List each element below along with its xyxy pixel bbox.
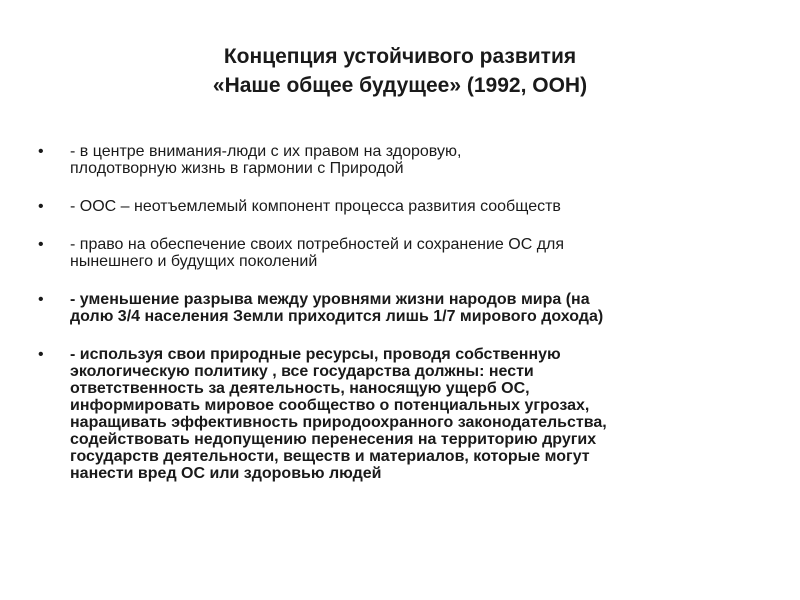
- bullet-item-4: [38, 291, 763, 325]
- bullet-item-1: [38, 143, 763, 177]
- slide-title-line-2: «Наше общее будущее» (1992, ООН): [212, 74, 588, 97]
- slide-title: [60, 42, 740, 100]
- bullet-text-4: - уменьшение разрыва между уровнями жизни народов мира (на долю 3/4 населения Земли приходится лишь 1/7 мирового дохода): [70, 291, 604, 325]
- bullet-item-3: [38, 236, 763, 270]
- bullet-item-5: [38, 346, 763, 482]
- bullet-list: [38, 143, 763, 503]
- bullet-text-5: - используя свои природные ресурсы, проводя собственную экологическую политику , все государства должны: нести ответственность за деятельность, наносящую ущерб ОС, информировать мировое сообщество о потенциальных угрозах, наращивать эффективность природоохранного законодательства, содействовать недопущению перенесения на территорию других государств деятельности, веществ и материалов, которые могут нанести вред ОС или здоровью людей: [70, 346, 607, 482]
- bullet-item-2: [38, 198, 763, 215]
- bullet-text-3: - право на обеспечение своих потребностей и сохранение ОС для нынешнего и будущих поколений: [70, 236, 565, 270]
- bullet-text-1: - в центре внимания-люди с их правом на здоровую, плодотворную жизнь в гармонии с Природой: [70, 143, 462, 177]
- bullet-text-2: - ООС – неотъемлемый компонент процесса развития сообществ: [70, 198, 561, 215]
- slide-title-line-1: Концепция устойчивого развития: [223, 45, 577, 68]
